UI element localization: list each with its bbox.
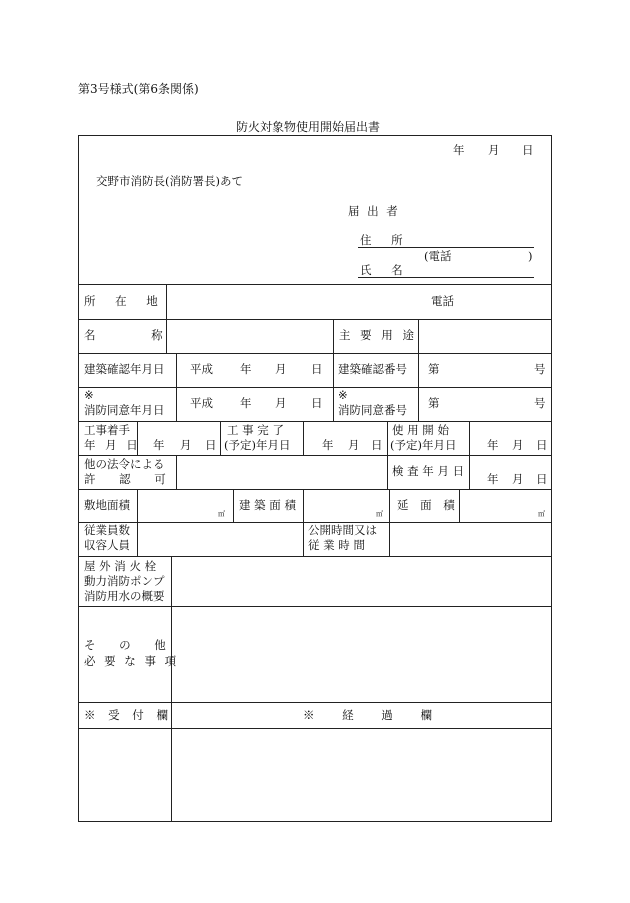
vrule-b: [333, 319, 334, 353]
vrule-d: [176, 353, 177, 421]
fire-consent-gou: 号: [534, 396, 546, 410]
rule-10: [78, 606, 552, 607]
name-line: [358, 277, 534, 278]
site-area-label: 敷地面積: [84, 498, 130, 512]
hydrant-label-1: 屋 外 消 火 栓: [84, 559, 157, 573]
vrule-t: [171, 556, 172, 822]
other-matters-label-1: そ の 他: [84, 638, 166, 652]
address-line: [358, 247, 534, 248]
work-start-year: 年: [153, 438, 165, 452]
document-title: 防火対象物使用開始届出書: [236, 120, 381, 134]
addressee: 交野市消防長(消防署長)あて: [96, 174, 243, 188]
vrule-h: [220, 421, 221, 455]
fire-consent-no-label: 消防同意番号: [338, 403, 407, 417]
employees-label-2: 収容人員: [84, 538, 130, 552]
building-area-unit: ㎡: [376, 510, 383, 518]
fire-consent-era: 平成: [190, 396, 213, 410]
date-month-label: 月: [488, 143, 500, 157]
inspection-year: 年: [487, 472, 499, 486]
vrule-n: [469, 455, 470, 489]
work-start-label-2: 年 月 日: [84, 438, 138, 452]
vrule-f: [418, 353, 419, 421]
vrule-m: [387, 455, 388, 489]
reception-column-label: ※ 受 付 欄: [84, 708, 168, 722]
use-start-day: 日: [536, 438, 548, 452]
form-reference: 第3号様式(第6条関係): [78, 82, 199, 96]
work-start-month: 月: [180, 438, 192, 452]
rule-7: [78, 489, 552, 490]
vrule-a: [166, 284, 167, 354]
rule-1: [78, 284, 552, 285]
build-confirm-dai: 第: [428, 362, 440, 376]
date-year-label: 年: [453, 143, 465, 157]
rule-2: [78, 319, 552, 320]
build-confirm-gou: 号: [534, 362, 546, 376]
vrule-l: [176, 455, 177, 489]
other-law-label-1: 他の法令による: [84, 457, 165, 471]
date-day-label: 日: [522, 143, 534, 157]
vrule-c: [418, 319, 419, 353]
fire-consent-day: 日: [311, 396, 323, 410]
hydrant-label-3: 消防用水の概要: [84, 589, 165, 603]
inspection-day: 日: [536, 472, 548, 486]
notifier-label: 届 出 者: [348, 204, 398, 218]
floor-area-label: 延 面 積: [397, 498, 455, 512]
address-label: 住 所: [360, 233, 403, 247]
main-use-label: 主 要 用 途: [339, 328, 414, 342]
work-done-year: 年: [322, 438, 334, 452]
floor-area-unit: ㎡: [538, 510, 545, 518]
vrule-q: [303, 489, 304, 556]
rule-12: [78, 728, 552, 729]
hours-label-1: 公開時間又は: [308, 523, 377, 537]
inspection-date-label: 検 査 年 月 日: [392, 464, 465, 478]
rule-11: [78, 702, 552, 703]
fire-consent-no-mark: ※: [338, 388, 348, 402]
building-area-label: 建 築 面 積: [239, 498, 296, 512]
work-done-day: 日: [371, 438, 383, 452]
phone-label: (電話: [424, 249, 452, 263]
fire-consent-month: 月: [275, 396, 287, 410]
work-start-label-1: 工事着手: [84, 423, 130, 437]
location-phone-label: 電話: [431, 294, 454, 308]
vrule-r: [389, 489, 390, 556]
fire-consent-date-mark: ※: [84, 388, 94, 402]
build-confirm-date-label: 建築確認年月日: [84, 362, 165, 376]
vrule-s: [459, 489, 460, 522]
rule-4: [78, 387, 552, 388]
hours-label-2: 従 業 時 間: [308, 538, 365, 552]
fire-consent-year: 年: [240, 396, 252, 410]
rule-9: [78, 556, 552, 557]
location-label: 所 在 地: [84, 294, 158, 308]
rule-6: [78, 455, 552, 456]
rule-5: [78, 421, 552, 422]
hydrant-label-2: 動力消防ポンプ: [84, 574, 165, 588]
build-confirm-day: 日: [311, 362, 323, 376]
use-start-month: 月: [512, 438, 524, 452]
vrule-k: [469, 421, 470, 455]
use-start-label-2: (予定)年月日: [390, 438, 457, 452]
work-done-label-1: 工 事 完 了: [227, 423, 284, 437]
use-start-year: 年: [487, 438, 499, 452]
work-start-day: 日: [205, 438, 217, 452]
work-done-month: 月: [348, 438, 360, 452]
employees-label-1: 従業員数: [84, 523, 130, 537]
build-confirm-no-label: 建築確認番号: [338, 362, 407, 376]
vrule-o: [137, 489, 138, 556]
other-law-label-2: 許 認 可: [84, 472, 166, 486]
vrule-e: [333, 353, 334, 421]
rule-3: [78, 353, 552, 354]
vrule-p: [233, 489, 234, 522]
name-label: 氏 名: [360, 263, 403, 277]
inspection-month: 月: [512, 472, 524, 486]
work-done-label-2: (予定)年月日: [224, 438, 291, 452]
phone-close: ): [528, 249, 533, 263]
build-confirm-year: 年: [240, 362, 252, 376]
build-confirm-month: 月: [275, 362, 287, 376]
vrule-j: [387, 421, 388, 455]
build-confirm-era: 平成: [190, 362, 213, 376]
site-area-unit: ㎡: [218, 510, 225, 518]
vrule-i: [303, 421, 304, 455]
other-matters-label-2: 必 要 な 事 項: [84, 654, 177, 668]
facility-name-label: 名 称: [84, 328, 163, 342]
use-start-label-1: 使 用 開 始: [392, 423, 449, 437]
fire-consent-dai: 第: [428, 396, 440, 410]
fire-consent-date-label: 消防同意年月日: [84, 403, 165, 417]
progress-column-label: ※ 経 過 欄: [303, 708, 432, 722]
